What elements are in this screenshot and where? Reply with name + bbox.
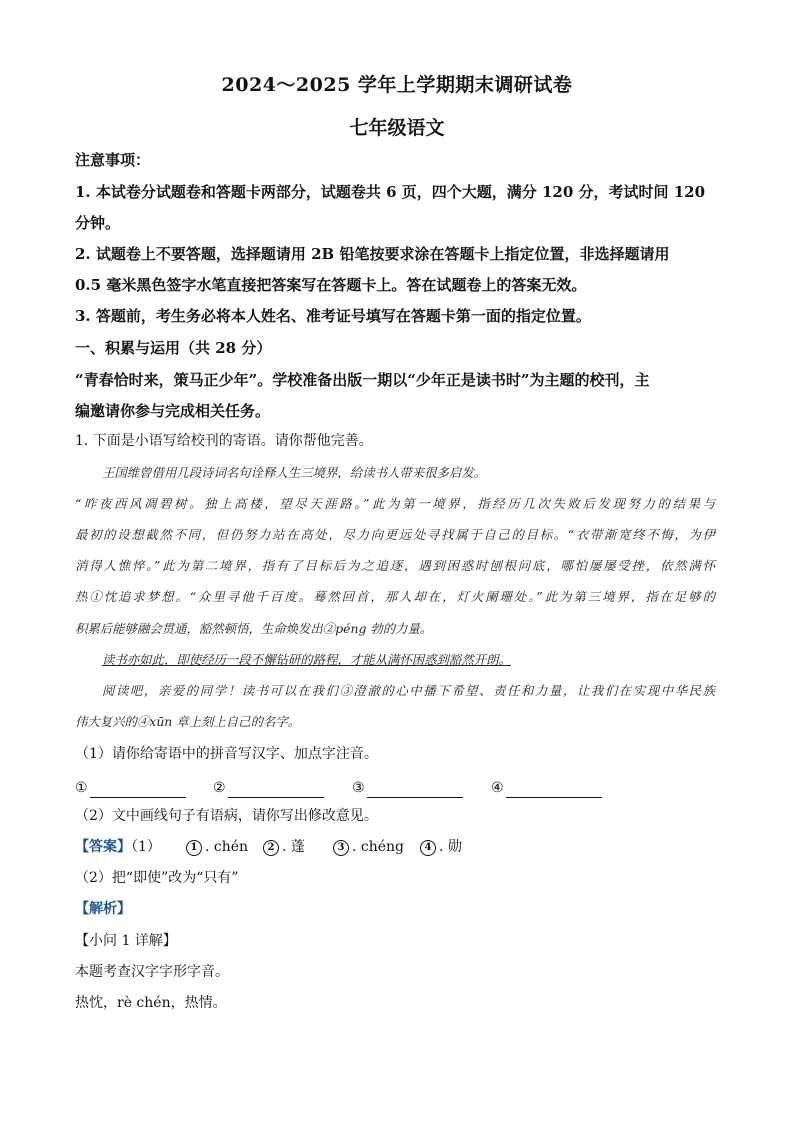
answer-label: （1）	[131, 839, 161, 855]
blank-number: ①	[75, 780, 88, 796]
blank-number: ③	[352, 780, 365, 796]
section-1-heading: 一、积累与运用（共 28 分）	[75, 339, 272, 357]
section-1-intro-a: “青春恰时来，策马正少年”。学校准备出版一期以“少年正是读书时”为主题的校刊，主	[75, 371, 650, 389]
passage-p2-line4: 热①忱追求梦想。“众里寻他千百度。蓦然回首，那人却在，灯火阑珊处。”此为第三境界，指在足够的	[75, 589, 715, 604]
answer-text: . 蓬	[282, 839, 305, 855]
blank-number: ②	[213, 780, 226, 796]
analysis-line-2: 热忱，rè chén，热情。	[75, 995, 227, 1011]
passage-p2-line1: “昨夜西风凋碧树。独上高楼，望尽天涯路。”此为第一境界，指经历几次失败后发现努力的结果与	[75, 496, 715, 511]
question-1-stem: 1. 下面是小语写给校刊的寄语。请你帮他完善。	[75, 433, 373, 449]
passage-p4-line2: 伟大复兴的④xūn 章上刻上自己的名字。	[75, 714, 301, 729]
notice-item-1a: 1. 本试卷分试题卷和答题卡两部分，试题卷共 6 页，四个大题，满分 120 分，考试时间 120	[75, 183, 706, 201]
circled-number-icon: 2	[263, 840, 279, 856]
answer-blank-4[interactable]	[491, 778, 602, 798]
sub-question-1: （1）请你给寄语中的拼音写汉字、加点字注音。	[75, 746, 378, 762]
passage-p2-line3: 消得人憔悴。”此为第二境界，指有了目标后为之追逐，遇到困惑时刨根问底，哪怕屡屡受挫，依然满怀	[75, 558, 715, 573]
notice-item-2b: 0.5 毫米黑色签字水笔直接把答案写在答题卡上。答在试题卷上的答案无效。	[75, 276, 587, 294]
answer-2: （2）把“即使”改为“只有”	[75, 870, 239, 886]
answer-option-2	[263, 837, 305, 857]
notice-item-3: 3. 答题前，考生务必将本人姓名、准考证号填写在答题卡第一面的指定位置。	[75, 307, 591, 325]
sub-question-2: （2）文中画线句子有语病，请你写出修改意见。	[75, 808, 378, 824]
answer-tag: 【答案】	[75, 839, 131, 855]
answer-text: . chéng	[352, 839, 405, 855]
passage-p2-line5: 积累后能够融会贯通，豁然顿悟，生命焕发出②péng 勃的力量。	[75, 621, 433, 636]
notice-heading: 注意事项：	[75, 151, 151, 169]
answer-line	[75, 837, 161, 857]
section-1-intro-b: 编邀请你参与完成相关任务。	[75, 402, 271, 420]
page-subtitle: 七年级语文	[349, 117, 445, 139]
passage-p4-line1: 阅读吧，亲爱的同学！读书可以在我们③澄澈的心中播下希望、责任和力量，让我们在实现中华民族	[102, 683, 715, 698]
passage-p2-line2: 最初的设想截然不同，但仍努力站在高处，尽力向更远处寻找属于自己的目标。“衣带渐宽终不悔，为伊	[75, 527, 715, 542]
answer-blank-2[interactable]	[213, 778, 324, 798]
answer-option-3	[333, 837, 404, 857]
notice-item-2a: 2. 试题卷上不要答题，选择题请用 2B 铅笔按要求涂在答题卡上指定位置，非选择题请用	[75, 245, 670, 263]
passage-p1: 王国维曾借用几段诗词名句诠释人生三境界，给读书人带来很多启发。	[102, 465, 487, 480]
analysis-line-1: 本题考查汉字字形字音。	[75, 964, 229, 980]
passage-underlined-sentence: 读书亦如此，即使经历一段不懈钻研的路程，才能从满怀困惑到豁然开朗。	[102, 652, 511, 667]
analysis-tag: 【解析】	[75, 901, 131, 917]
circled-number-icon: 4	[420, 840, 436, 856]
circled-number-icon: 1	[186, 840, 202, 856]
answer-blank-3[interactable]	[352, 778, 463, 798]
answer-text: . 勋	[439, 839, 462, 855]
blank-number: ④	[491, 780, 504, 796]
answer-option-1	[186, 837, 248, 857]
page-title: 2024～2025 学年上学期期末调研试卷	[221, 74, 573, 96]
notice-item-1b: 分钟。	[75, 214, 121, 232]
detail-tag: 【小问 1 详解】	[75, 933, 177, 949]
answer-text: . chén	[205, 839, 249, 855]
answer-blank-1[interactable]	[75, 778, 186, 798]
answer-option-4	[420, 837, 462, 857]
circled-number-icon: 3	[333, 840, 349, 856]
